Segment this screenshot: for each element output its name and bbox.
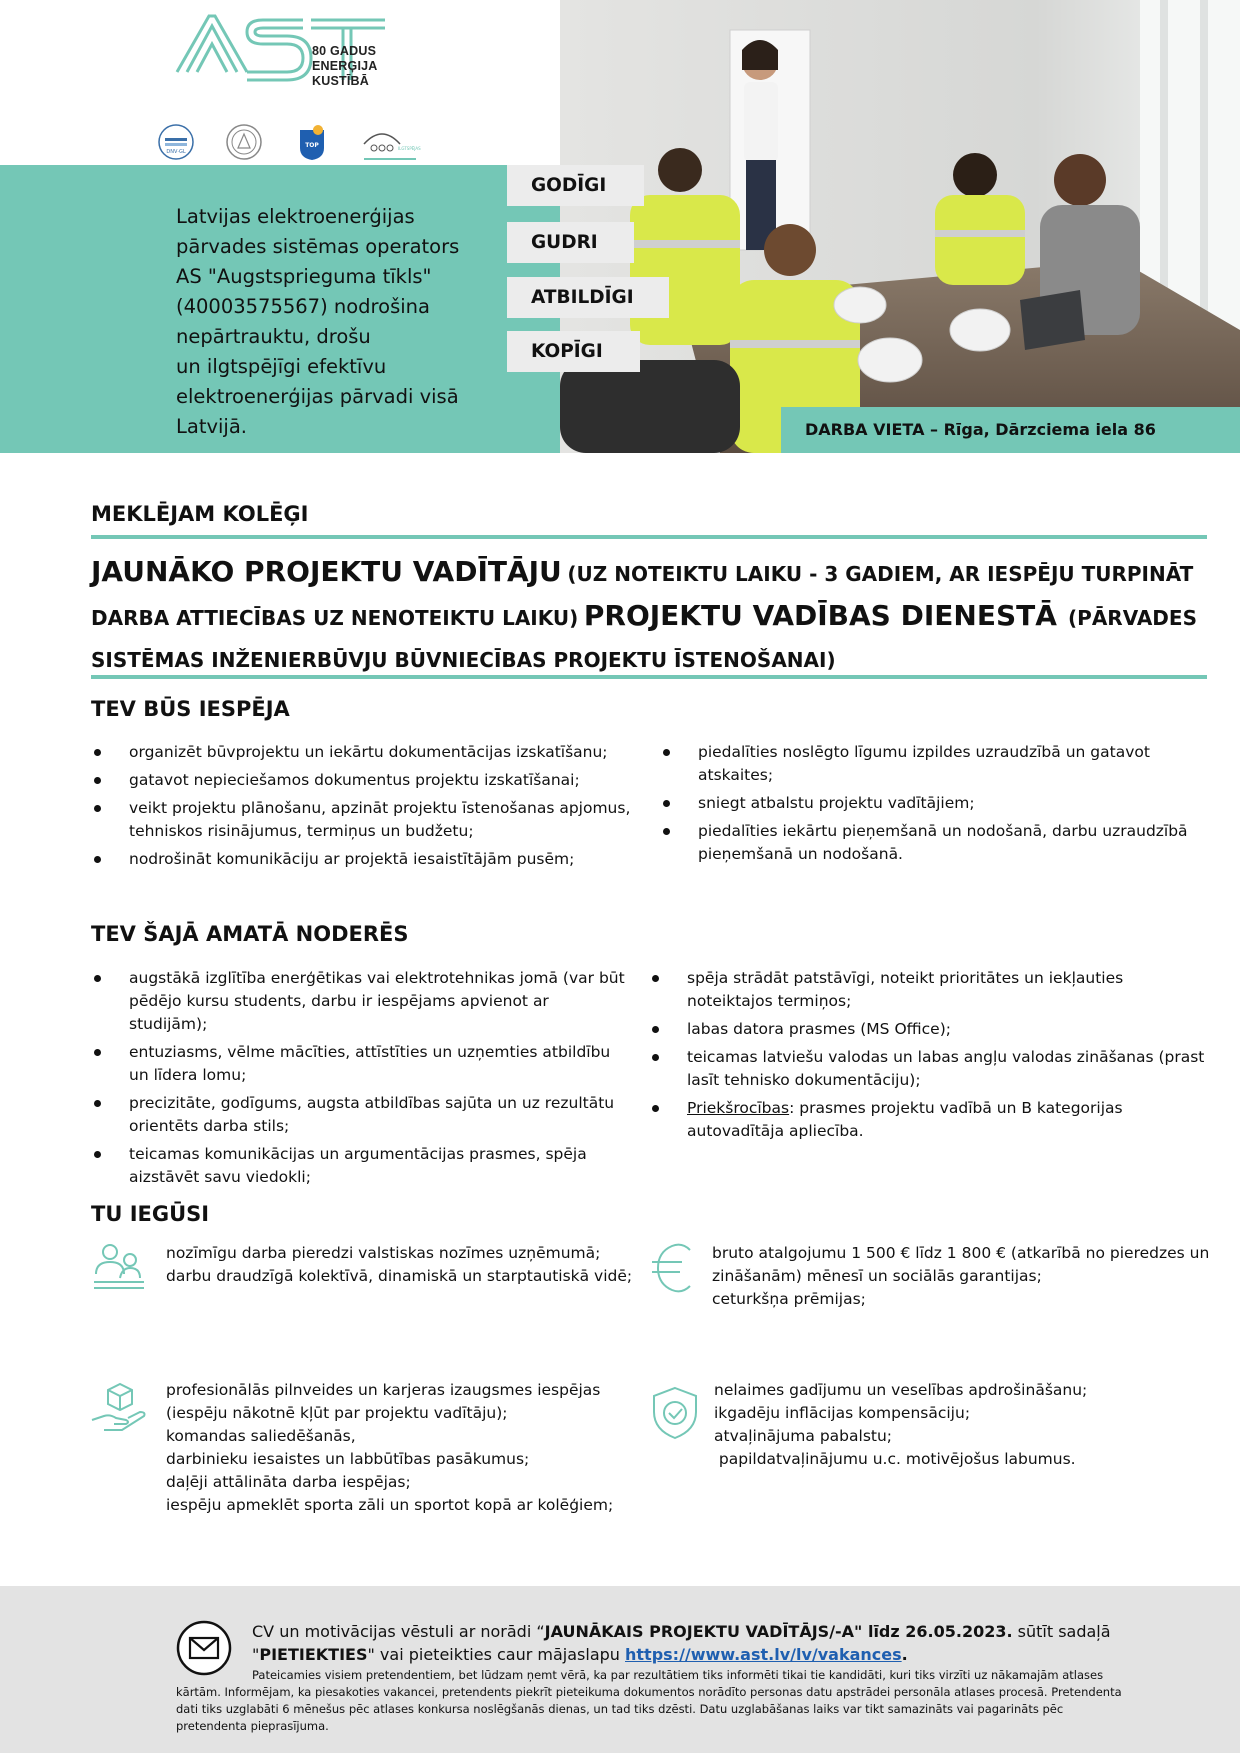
list-item: organizēt būvprojektu un iekārtu dokumentācijas izskatīšanu;	[91, 741, 631, 764]
list-item: labas datora prasmes (MS Office);	[649, 1018, 1209, 1041]
preference-text: : prasmes projektu vadībā un B kategorijas autovadītāja apliecība.	[687, 1099, 1123, 1140]
svg-text:TOP: TOP	[305, 142, 319, 149]
application-instructions: CV un motivācijas vēstuli ar norādi “JAUNĀKAIS PROJEKTU VADĪTĀJS/-A" līdz 26.05.2023. sūtīt sadaļā "PIETIEKTIES" vai pieteikties caur mājaslapu https://www.ast.lv/lv/vakances.	[252, 1622, 1111, 1664]
list-item: precizitāte, godīgums, augsta atbildības sajūta un uz rezultātu orientēts darba stils;	[91, 1092, 631, 1138]
header	[0, 0, 1240, 453]
job-title-purpose: (PĀRVADES SISTĒMAS INŽENIERBŪVJU BŪVNIECĪBAS PROJEKTU ĪSTENOŠANAI)	[91, 606, 1197, 672]
section-heading-opportunities: TEV BŪS IESPĒJA	[91, 697, 290, 721]
section-heading-benefits: TU IEGŪSI	[91, 1202, 210, 1226]
opportunities-list-left	[91, 741, 631, 876]
sustainability-index-badge-icon	[360, 122, 422, 162]
list-item: teicamas latviešu valodas un labas angļu valodas zināšanas (prast lasīt tehnisko dokumentāciju);	[649, 1046, 1209, 1092]
list-item: spēja strādāt patstāvīgi, noteikt prioritātes un iekļauties noteiktajos termiņos;	[649, 967, 1209, 1013]
team-icon	[90, 1238, 148, 1296]
list-item-preference	[649, 1097, 1209, 1143]
list-item: augstākā izglītība enerģētikas vai elektrotehnikas jomā (var būt pēdējo kursu students, darbu ir iespējams apvienot ar studijām);	[91, 967, 631, 1036]
job-title-department: PROJEKTU VADĪBAS DIENESTĀ	[583, 599, 1057, 632]
certificate-badge-icon	[156, 122, 196, 162]
svg-text:ILGTSPĒJAS: ILGTSPĒJAS	[398, 146, 421, 151]
privacy-notice: Pateicamies visiem pretendentiem, bet lūdzam ņemt vērā, ka par rezultātiem tiks informēti tikai tie kandidāti, kuri tiks virzīti uz nākamajām atlases kārtām. Informējam, ka piesakoties vakancei, pretendents piekrīt pieteikuma dokumentos norādīto personas datu apstrādei personāla atlases procesā. Pretendenta dati tiks uzglabāti 6 mēnešus pēc atlases konkursa noslēgšanās dienas, un tad tiks dzēsti. Datu uzglabāšanas laiks var tikt samazināts vai pagarināts pēc pretendenta pieprasījuma.	[176, 1668, 1122, 1733]
requirements-list-left	[91, 967, 631, 1194]
apply-section-name: PIETIEKTIES	[259, 1645, 368, 1664]
benefit-salary-text: bruto atalgojumu 1 500 € līdz 1 800 € (atkarībā no pieredzes un zināšanām) mēnesī un sociālās garantijas; ceturkšņa prēmijas;	[712, 1244, 1210, 1308]
requirements-list-right	[649, 967, 1209, 1148]
divider-bottom	[91, 675, 1207, 679]
logo-tagline: 80 GADUS ENERĢIJA KUSTĪBĀ	[312, 44, 378, 88]
job-title-role: JAUNĀKO PROJEKTU VADĪTĀJU	[91, 555, 562, 588]
value-tag-gudri: GUDRI	[507, 222, 634, 263]
list-item: sniegt atbalstu projektu vadītājiem;	[660, 792, 1208, 815]
value-tag-atbildigi: ATBILDĪGI	[507, 277, 669, 318]
opportunities-list-right	[660, 741, 1208, 871]
apply-role: JAUNĀKAIS PROJEKTU VADĪTĀJS/-A" līdz 26.05.2023.	[544, 1622, 1013, 1641]
list-item: teicamas komunikācijas un argumentācijas prasmes, spēja aizstāvēt savu viedokli;	[91, 1143, 631, 1189]
work-location: DARBA VIETA – Rīga, Dārzciema iela 86	[781, 407, 1240, 453]
list-item: veikt projektu plānošanu, apzināt projektu īstenošanas apjomus, tehniskos risinājumus, termiņus un budžetu;	[91, 797, 631, 843]
quality-seal-icon	[224, 122, 264, 162]
shield-check-icon	[646, 1384, 704, 1442]
benefit-team-text: nozīmīgu darba pieredzi valstiskas nozīmes uzņēmumā; darbu draudzīgā kolektīvā, dinamiskā un starptautiskā vidē;	[166, 1244, 633, 1285]
section-heading-seeking: MEKLĒJAM KOLĒĢI	[91, 502, 309, 526]
value-tag-godigi: GODĪGI	[507, 165, 644, 206]
team-meeting-photo	[560, 0, 1240, 453]
preference-label: Priekšrocības	[687, 1099, 790, 1117]
section-heading-requirements: TEV ŠAJĀ AMATĀ NODERĒS	[91, 922, 409, 946]
list-item: nodrošināt komunikāciju ar projektā iesaistītājām pusēm;	[91, 848, 631, 871]
list-item: gatavot nepieciešamos dokumentus projektu izskatīšanai;	[91, 769, 631, 792]
job-title-term: (UZ NOTEIKTU LAIKU - 3 GADIEM, AR IESPĒJU TURPINĀT DARBA ATTIECĪBAS UZ NENOTEIKTU LAIKU)	[91, 562, 1194, 630]
euro-icon	[646, 1238, 704, 1296]
benefit-growth-text: profesionālās pilnveides un karjeras izaugsmes iespējas (iespēju nākotnē kļūt par projektu vadītāju); komandas saliedēšanās, darbinieku iesaistes un labbūtības pasākumus; daļēji attālināta darba iespējas; iespēju apmeklēt sporta zāli un sportot kopā ar kolēģiem;	[166, 1381, 614, 1514]
list-item: piedalīties iekārtu pieņemšanā un nodošanā, darbu uzraudzībā pieņemšanā un nodošanā.	[660, 820, 1208, 866]
company-intro: Latvijas elektroenerģijas pārvades sistēmas operators AS "Augstsprieguma tīkls" (40003575567) nodrošina nepārtrauktu, drošu un ilgtspējīgi efektīvu elektroenerģijas pārvadi visā Latvijā.	[176, 205, 460, 438]
benefit-insurance-text: nelaimes gadījumu un veselības apdrošināšanu; ikgadēju inflācijas kompensāciju; atvaļinājuma pabalstu; papildatvaļinājumu u.c. motivējošus labumus.	[714, 1381, 1088, 1468]
vacancies-link[interactable]: https://www.ast.lv/lv/vakances	[625, 1645, 902, 1664]
job-title	[91, 552, 1211, 682]
list-item: entuziasms, vēlme mācīties, attīstīties un uzņemties atbildību un līdera lomu;	[91, 1041, 631, 1087]
top-employer-badge-icon	[292, 122, 332, 162]
list-item: piedalīties noslēgto līgumu izpildes uzraudzībā un gatavot atskaites;	[660, 741, 1208, 787]
hand-with-box-icon	[90, 1380, 148, 1438]
svg-text:DNV·GL: DNV·GL	[166, 149, 186, 155]
value-tag-kopigi: KOPĪGI	[507, 331, 640, 372]
divider-top	[91, 535, 1207, 539]
